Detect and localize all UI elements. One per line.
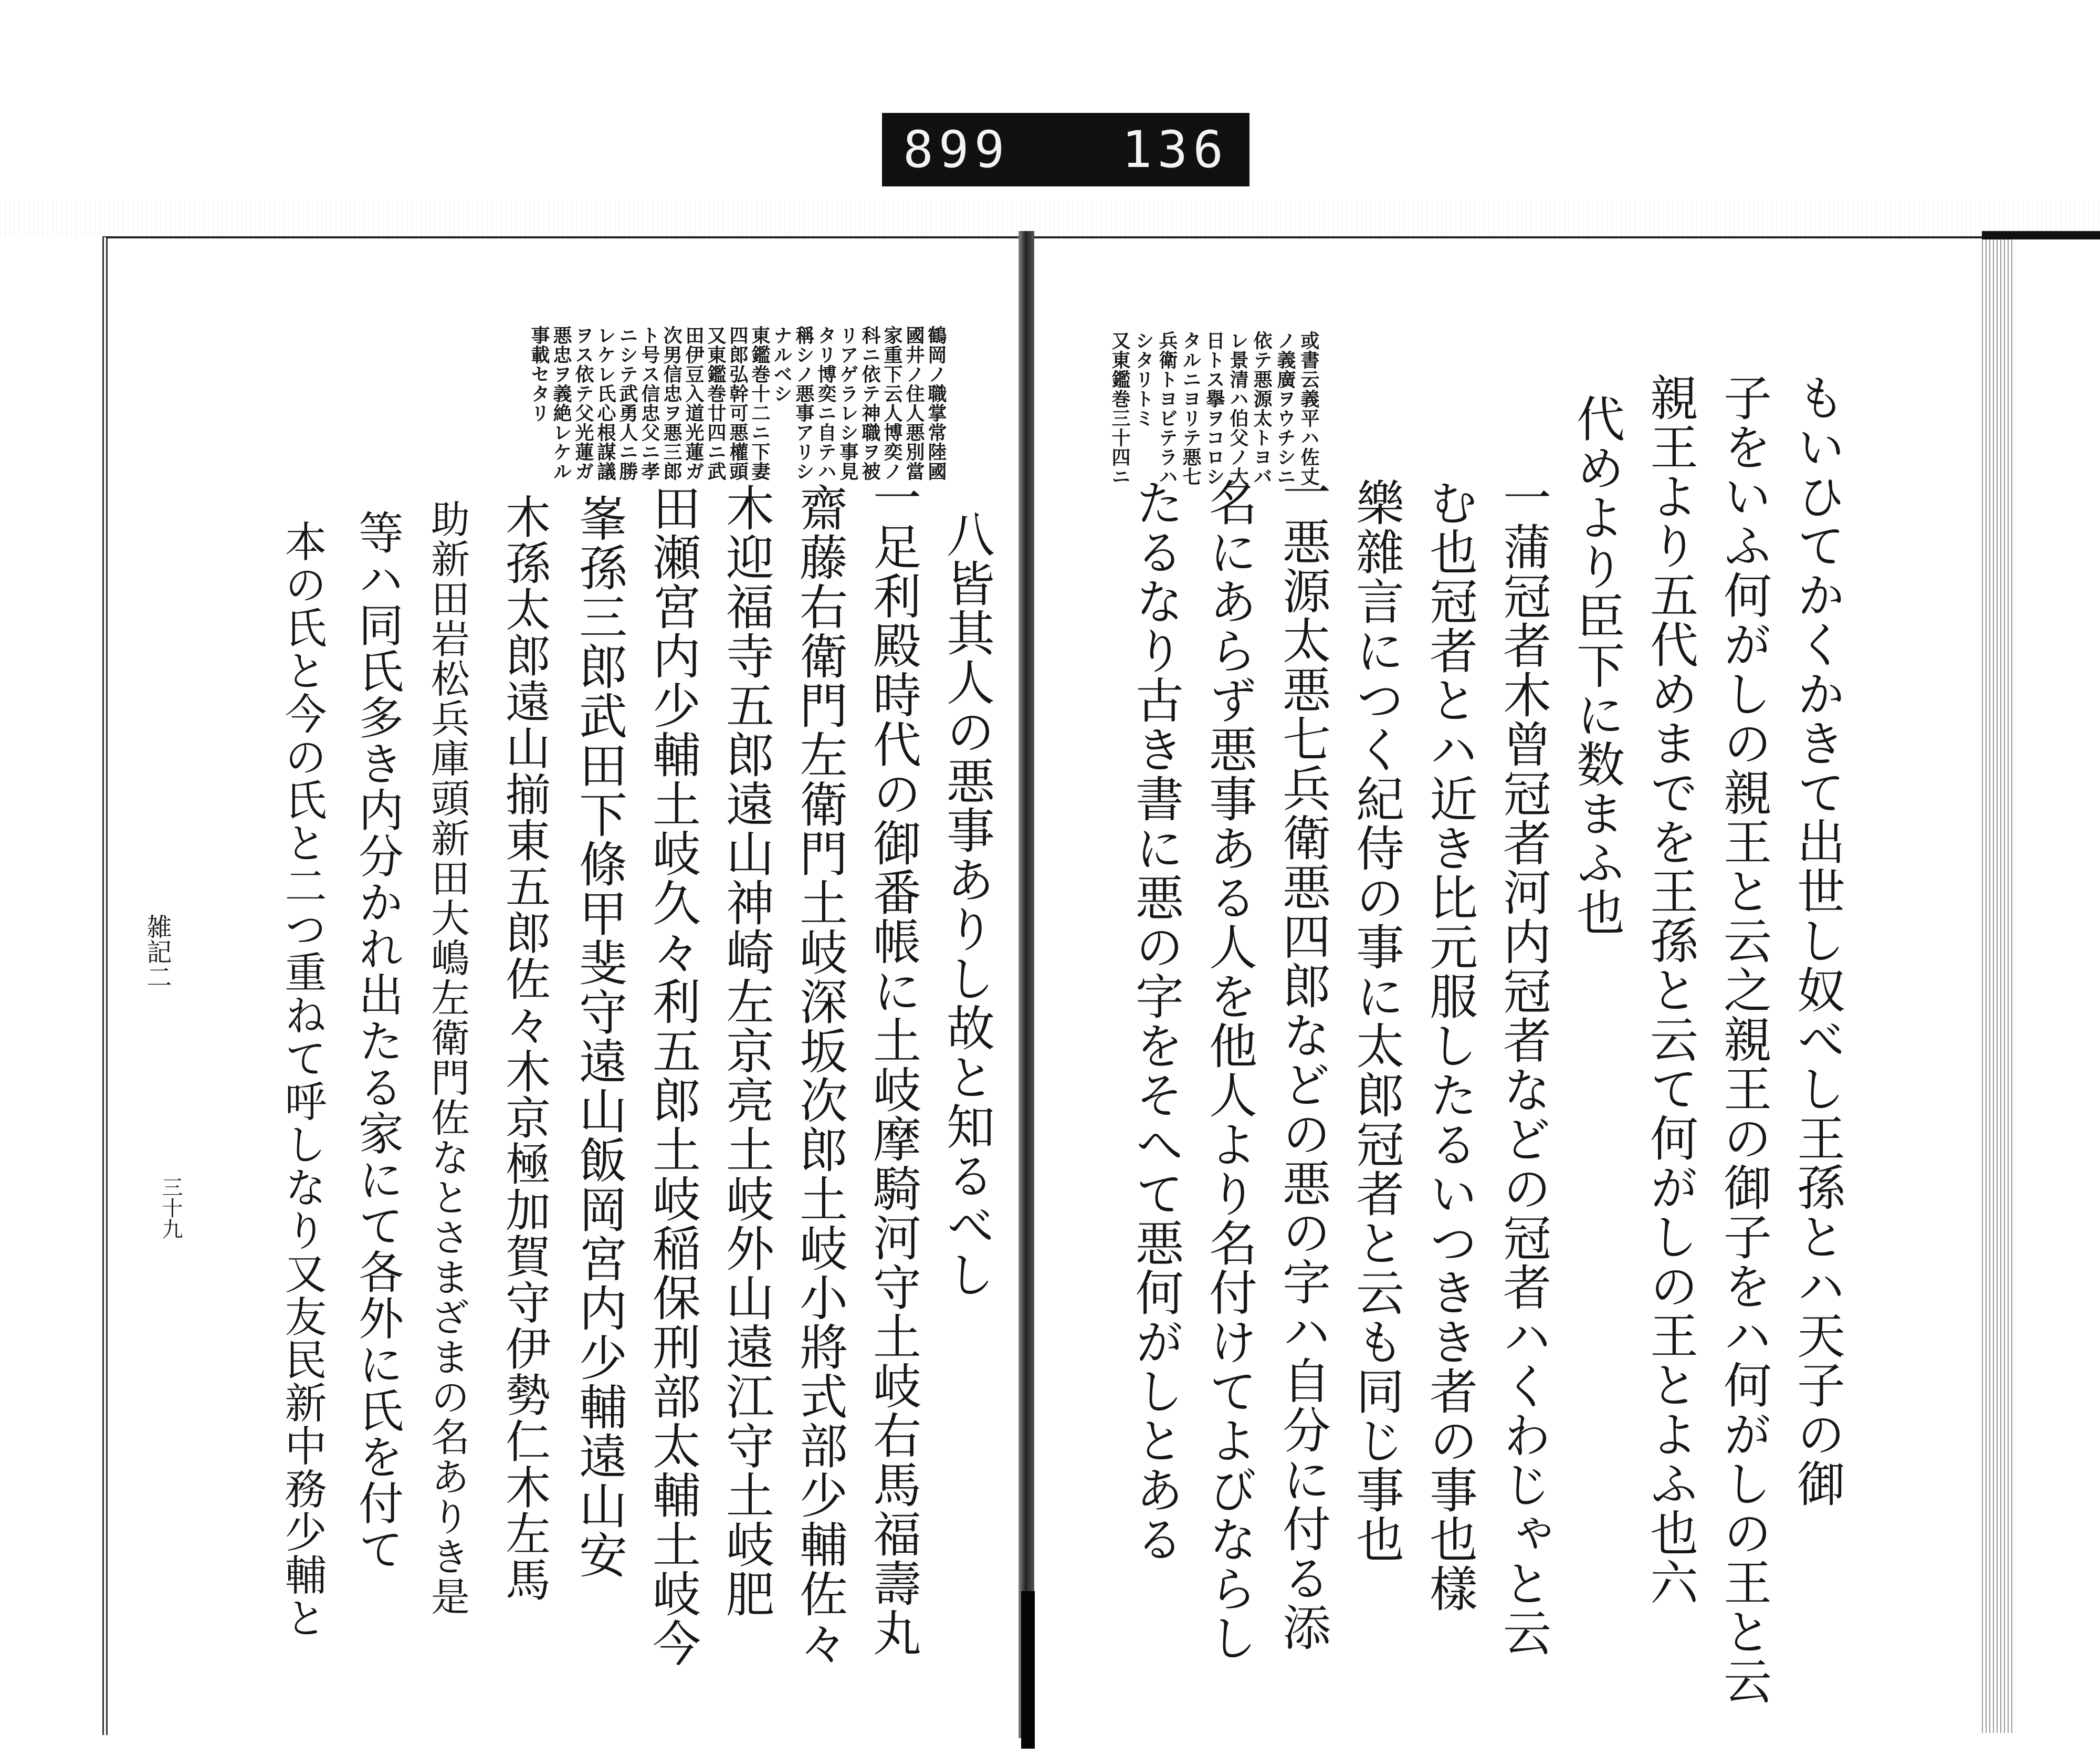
left-note-col: 事載セタリ xyxy=(528,326,550,423)
left-note-col: 科ニ依テ神職ヲ被 xyxy=(859,326,881,481)
left-text-col: 一足利殿時代の御番帳に土岐摩騎河守土岐右馬福壽丸 xyxy=(865,473,921,1657)
page-number: 三十九 xyxy=(159,1176,183,1239)
left-note-col: 國井ノ住人悪別當 xyxy=(903,326,925,481)
left-note-col: ニシテ武勇人ニ勝 xyxy=(616,326,638,481)
right-text-col: たるなり古き書に悪の字をそへて悪何がしとある xyxy=(1128,478,1184,1564)
left-text-col: 田瀬宮内少輔土岐久々利五郎土岐稲保刑部太輔土岐今 xyxy=(645,483,701,1668)
left-text-col: 八皆其人の悪事ありし故と知るべし xyxy=(939,509,995,1299)
right-text-col: 一蒲冠者木曾冠者河内冠者などの冠者ハくわじゃと云 xyxy=(1495,473,1551,1657)
left-note-col: タリ博奕ニ自テハ xyxy=(815,326,837,481)
left-note-col: 田伊豆入道光蓮ガ xyxy=(682,326,705,481)
right-note-col: シタリトミ xyxy=(1132,331,1154,428)
left-text-col: 等ハ同氏多き内分かれ出たる家にて各外に氏を付て xyxy=(351,509,403,1572)
left-note-col: リアゲラレシ事見 xyxy=(837,326,859,481)
right-text-col: む也冠者とハ近き比元服したるいつきき者の事也樣 xyxy=(1422,478,1478,1613)
left-note-col: 悪忠ヲ義絶レケル xyxy=(550,326,572,481)
catalog-number-right: 136 xyxy=(1121,120,1228,179)
left-note-col: 四郎弘幹可悪權頭 xyxy=(727,326,749,481)
left-note-col: ト号ス信忠父ニ孝 xyxy=(638,326,660,481)
catalog-label xyxy=(882,113,1250,186)
right-note-col: 日トス擧ヲコロシ xyxy=(1203,331,1225,486)
right-text-col: 親王より五代めまでを王孫と云て何がしの王とよふ也六 xyxy=(1642,373,1698,1607)
right-note-col: タルニヨリテ悪七 xyxy=(1180,331,1202,486)
right-note-col: 又東鑑巻三十四ニ xyxy=(1109,331,1131,486)
book-gutter xyxy=(1018,231,1034,1738)
bookmark-ribbon xyxy=(1021,1591,1035,1749)
right-note-col: ノ義廣ヲウチシニ xyxy=(1274,331,1296,486)
right-text-col: 一悪源太悪七兵衛悪四郎などの悪の字ハ自分に付る添 xyxy=(1275,467,1331,1652)
right-note-col: 或書云義平ハ佐丈 xyxy=(1298,331,1320,486)
right-note-col: レ景清ハ伯父ノ大 xyxy=(1227,331,1249,486)
right-note-col: 兵衛トヨビテラハ xyxy=(1156,331,1178,486)
right-note-col: 依テ悪源太トヨバ xyxy=(1251,331,1273,486)
left-text-col: 本の氏と今の氏と二つ重ねて呼しなり又友民新中務少輔と xyxy=(278,520,327,1639)
cover-edge xyxy=(1982,231,2100,239)
left-note-col: 鶴岡ノ職掌常陸國 xyxy=(925,326,947,481)
left-note-col: ナルベシ xyxy=(771,326,793,403)
right-text-col: 樂雜言につく紀侍の事に太郎冠者と云も同じ事也 xyxy=(1348,478,1404,1564)
left-note-col: 東鑑巻十二ニ下妻 xyxy=(749,326,771,481)
running-head: 雑記二 xyxy=(142,914,172,989)
book-spread xyxy=(92,236,2013,1754)
right-text-col: 名にあらず悪事ある人を他人より名付けてよびならし xyxy=(1201,478,1257,1663)
left-note-col: レケレ氏心根謀議 xyxy=(594,326,616,481)
left-note-col: 又東鑑巻廿四ニ武 xyxy=(705,326,727,481)
right-text-col: もいひてかくかきて出世し奴べし王孫とハ天子の御 xyxy=(1789,373,1845,1508)
scan-noise xyxy=(0,200,2100,236)
left-note-col: 次男信忠ヲ悪三郎 xyxy=(660,326,682,481)
right-text-col: 子をいふ何がしの親王と云之親王の御子をハ何がしの王と云 xyxy=(1716,373,1772,1706)
left-note-col: 家重下云人博奕ノ xyxy=(881,326,903,481)
left-text-col: 木孫太郎遠山揃東五郎佐々木京極加賀守伊勢仁木左馬 xyxy=(498,494,550,1603)
left-text-col: 木迎福寺五郎遠山神崎左京亮土岐外山遠江守土岐肥 xyxy=(718,483,774,1618)
left-text-col: 齋藤右衛門左衛門土岐深坂次郎土岐小將式部少輔佐々 xyxy=(792,483,848,1668)
left-note-col: 稱シノ悪事アリシ xyxy=(793,326,815,481)
left-text-col: 助新田岩松兵庫頭新田大嶋左衛門佐なとさまざまの名ありき是 xyxy=(425,499,470,1616)
left-text-col: 峯孫三郎武田下條甲斐守遠山飯岡宮内少輔遠山安 xyxy=(571,494,627,1580)
page-edge-stack xyxy=(1982,236,2013,1733)
catalog-number-left: 899 xyxy=(903,120,1010,179)
left-note-col: ヲス依テ父光蓮ガ xyxy=(572,326,594,481)
right-text-col: 代めより臣下に数まふ也 xyxy=(1569,394,1625,937)
